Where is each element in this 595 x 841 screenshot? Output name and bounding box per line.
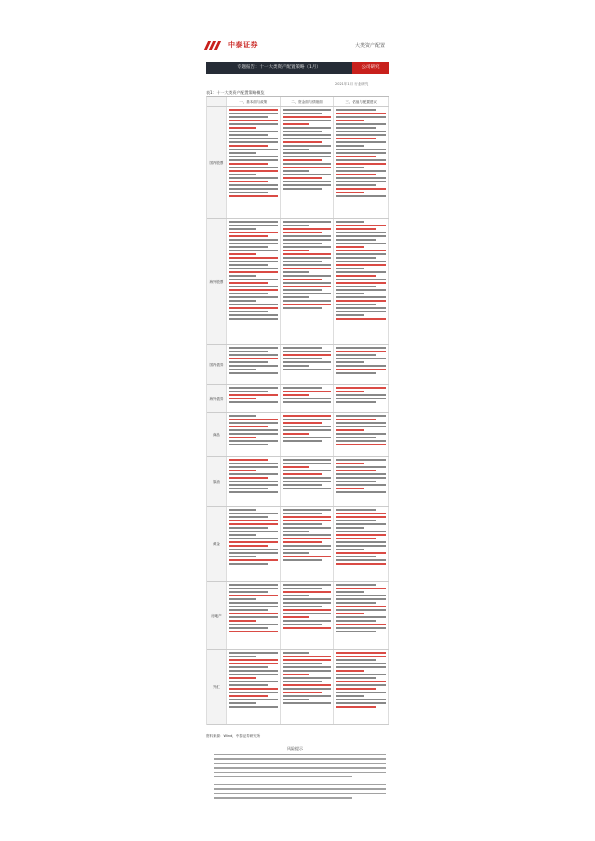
row-category-cell (207, 107, 227, 218)
table-cell (281, 413, 335, 456)
table-row (207, 385, 389, 413)
table-row (207, 413, 389, 457)
table-cell (281, 650, 335, 724)
table-cell (334, 457, 389, 506)
table-cell (334, 107, 389, 218)
table-row (207, 457, 389, 507)
row-category-cell (207, 582, 227, 649)
table-cell (334, 413, 389, 456)
report-type: 大类资产配置 (355, 43, 386, 49)
table-cell (227, 457, 281, 506)
table-row (207, 219, 389, 345)
table-cell (334, 219, 389, 344)
table-cell (281, 582, 335, 649)
table-cell (281, 507, 335, 581)
row-category: 外汇 (212, 685, 220, 689)
logo-text: 中泰证券 (228, 41, 258, 49)
row-category: 商品 (212, 432, 220, 437)
table-cell (281, 385, 335, 412)
table-row (207, 345, 389, 385)
row-category: 国内股票 (209, 160, 224, 165)
table-cell (227, 413, 281, 456)
table-cell (281, 219, 335, 344)
disclaimer-paragraph (214, 784, 386, 799)
row-category-cell (207, 345, 227, 384)
table-cell (227, 107, 281, 218)
logo-stripes-icon (206, 41, 224, 50)
row-category: 房地产 (211, 613, 222, 618)
title-bar (206, 62, 389, 74)
disclaimer-title: 风险提示 (287, 746, 303, 751)
table-cell (227, 219, 281, 344)
table-cell (334, 507, 389, 581)
table-header-row (207, 97, 389, 107)
disclaimer-paragraph (214, 754, 386, 777)
table-source: 资料来源：Wind，中泰证券研究所 (206, 734, 261, 738)
row-category: 原油 (212, 479, 220, 484)
table-cell (334, 650, 389, 724)
row-category-cell (207, 650, 227, 724)
row-category: 海外股票 (209, 279, 224, 284)
row-category-cell (207, 413, 227, 456)
table-cell (227, 650, 281, 724)
table-row (207, 107, 389, 219)
report-title: 专题报告：十一大类资产配置策略（1月） (206, 62, 352, 74)
strategy-table (206, 96, 389, 725)
report-date: 2021年1月 行业研究 (335, 82, 369, 86)
table-cell (281, 107, 335, 218)
row-category: 国内债券 (209, 362, 224, 367)
row-category-cell (207, 219, 227, 344)
column-header: 三、估值与配置建议 (334, 97, 389, 106)
row-category: 海外债券 (209, 396, 224, 401)
row-category-cell (207, 385, 227, 412)
table-cell (281, 457, 335, 506)
table-title: 表1：十一大类资产配置策略概览 (206, 90, 265, 95)
table-cell (227, 385, 281, 412)
column-header: 二、资金面与情绪面 (281, 97, 335, 106)
table-cell (334, 582, 389, 649)
column-header: 一、基本面与政策 (227, 97, 281, 106)
table-cell (281, 345, 335, 384)
table-cell (334, 345, 389, 384)
company-logo (206, 40, 258, 50)
row-category-cell (207, 507, 227, 581)
header-corner (207, 97, 227, 106)
report-tag: 公司研究 (352, 62, 389, 74)
table-cell (227, 582, 281, 649)
table-row (207, 507, 389, 582)
table-row (207, 650, 389, 725)
table-cell (227, 507, 281, 581)
table-row (207, 582, 389, 650)
row-category: 黄金 (212, 542, 220, 546)
table-cell (227, 345, 281, 384)
row-category-cell (207, 457, 227, 506)
table-cell (334, 385, 389, 412)
